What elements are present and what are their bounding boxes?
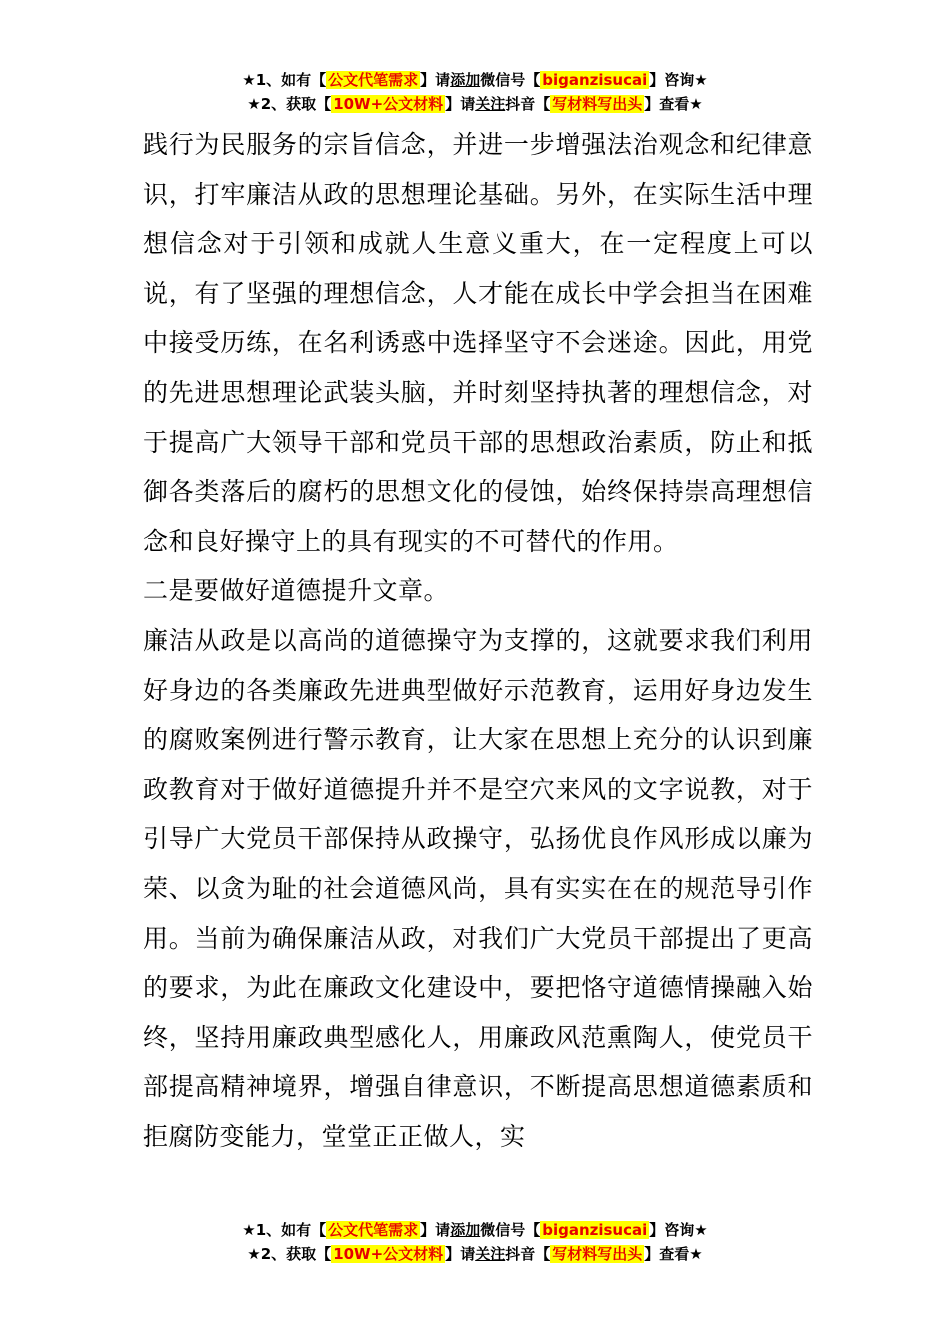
banner-text: 抖音【 [505, 95, 551, 113]
banner-line-1 [0, 68, 950, 92]
banner-line-2 [0, 1242, 950, 1266]
banner-text: ★2、获取【 [247, 95, 332, 113]
banner-text: 】请 [420, 71, 451, 89]
banner-text: 】查看★ [644, 95, 703, 113]
paragraph-2: 廉洁从政是以高尚的道德操守为支撑的，这就要求我们利用好身边的各类廉政先进典型做好示范教育，运用好身边发生的腐败案例进行警示教育，让大家在思想上充分的认识到廉政教育对于做好道德提升并不是空穴来风的文字说教，对于引导广大党员干部保持从政操守，弘扬优良作风形成以廉为荣、以贪为耻的社会道德风尚，具有实实在在的规范导引作用。当前为确保廉洁从政，对我们广大党员干部提出了更高的要求，为此在廉政文化建设中，要把恪守道德情操融入始终，坚持用廉政典型感化人，用廉政风范熏陶人，使党员干部提高精神境界，增强自律意识，不断提高思想道德素质和拒腐防变能力，堂堂正正做人，实 [143, 625, 813, 1151]
douyin-id: 写材料写出头 [552, 1245, 643, 1263]
highlight-text: 10W+公文材料 [333, 1245, 444, 1263]
document-body [143, 120, 813, 1161]
banner-text: 】请 [420, 1221, 451, 1239]
banner-text: ★1、如有【 [242, 71, 327, 89]
highlight-text: 公文代笔需求 [328, 1221, 419, 1239]
highlight-text: 公文代笔需求 [328, 71, 419, 89]
wechat-id: biganzisucai [542, 71, 648, 89]
underlined-text: 关注 [475, 95, 506, 113]
banner-text: 】请 [445, 95, 476, 113]
banner-text: 微信号【 [480, 1221, 541, 1239]
banner-text: 】查看★ [644, 1245, 703, 1263]
paragraph-1: 践行为民服务的宗旨信念，并进一步增强法治观念和纪律意识，打牢廉洁从政的思想理论基础。另外，在实际生活中理想信念对于引领和成就人生意义重大，在一定程度上可以说，有了坚强的理想信念，人才能在成长中学会担当在困难中接受历练，在名利诱惑中选择坚守不会迷途。因此，用党的先进思想理论武装头脑，并时刻坚持执著的理想信念，对于提高广大领导干部和党员干部的思想政治素质，防止和抵御各类落后的腐朽的思想文化的侵蚀，始终保持崇高理想信念和良好操守上的具有现实的不可替代的作用。 [143, 130, 813, 556]
highlight-text: 10W+公文材料 [333, 95, 444, 113]
banner-text: 】咨询★ [649, 1221, 708, 1239]
section-heading: 二是要做好道德提升文章。 [143, 576, 450, 606]
douyin-id: 写材料写出头 [552, 95, 643, 113]
footer-banner [0, 1218, 950, 1266]
banner-text: 微信号【 [480, 71, 541, 89]
banner-line-1 [0, 1218, 950, 1242]
banner-text: 抖音【 [505, 1245, 551, 1263]
banner-text: ★1、如有【 [242, 1221, 327, 1239]
wechat-id: biganzisucai [542, 1221, 648, 1239]
banner-text: 】请 [445, 1245, 476, 1263]
banner-text: ★2、获取【 [247, 1245, 332, 1263]
underlined-text: 关注 [475, 1245, 506, 1263]
underlined-text: 添加 [450, 71, 481, 89]
underlined-text: 添加 [450, 1221, 481, 1239]
banner-text: 】咨询★ [649, 71, 708, 89]
banner-line-2 [0, 92, 950, 116]
header-banner [0, 68, 950, 116]
